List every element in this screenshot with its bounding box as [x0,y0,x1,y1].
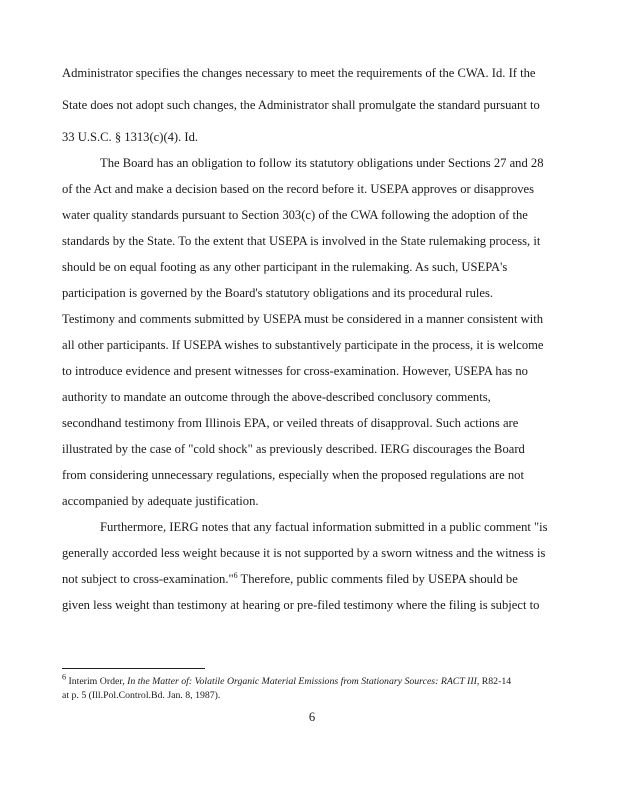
body-line-20-tail: Therefore, public comments filed by USEPA should be [237,572,518,586]
footnote-line-1 [62,672,512,688]
body-line-20-text: not subject to cross-examination." [62,572,234,586]
body-line-2: State does not adopt such changes, the Administrator shall promulgate the standard pursuant to [62,98,540,112]
page-number: 6 [308,710,316,724]
body-line-21: given less weight than testimony at hearing or pre-filed testimony where the filing is subject to [62,598,540,612]
body-line-20 [62,572,518,587]
body-line-5: of the Act and make a decision based on the record before it. USEPA approves or disapproves [62,182,535,196]
body-line-11: all other participants. If USEPA wishes to substantively participate in the process, it is welcome [62,338,544,352]
footnote-suffix: , R82-14 [476,676,512,687]
body-line-4: The Board has an obligation to follow its statutory obligations under Sections 27 and 28 [100,156,544,170]
footnote-ref: 6 [233,570,238,580]
footnote-marker: 6 [62,672,66,682]
body-line-8: should be on equal footing as any other participant in the rulemaking. As such, USEPA's [62,260,508,274]
body-line-12: to introduce evidence and present witnesses for cross-examination. However, USEPA has no [62,364,528,378]
body-line-7: standards by the State. To the extent that USEPA is involved in the State rulemaking process, it [62,234,541,248]
body-line-19: generally accorded less weight because it is not supported by a sworn witness and the witness is [62,546,546,560]
body-line-13: authority to mandate an outcome through the above-described conclusory comments, [62,390,491,404]
body-line-16: from considering unnecessary regulations, especially when the proposed regulations are not [62,468,524,482]
footnote-rule [62,668,205,669]
footnote-prefix: Interim Order, [68,676,128,687]
body-line-14: secondhand testimony from Illinois EPA, or veiled threats of disapproval. Such actions are [62,416,519,430]
body-line-3: 33 U.S.C. § 1313(c)(4). Id. [62,130,199,144]
body-line-18: Furthermore, IERG notes that any factual information submitted in a public comment "is [100,520,548,534]
footnote-case-title: In the Matter of: Volatile Organic Material Emissions from Stationary Sources: RACT III [127,676,477,687]
body-line-1: Administrator specifies the changes necessary to meet the requirements of the CWA. Id. If the [62,66,536,80]
body-line-10: Testimony and comments submitted by USEPA must be considered in a manner consistent with [62,312,544,326]
body-line-15: illustrated by the case of "cold shock" as previously described. IERG discourages the Board [62,442,525,456]
body-line-17: accompanied by adequate justification. [62,494,259,508]
body-line-9: participation is governed by the Board's statutory obligations and its procedural rules. [62,286,494,300]
footnote-line-2: at p. 5 (Ill.Pol.Control.Bd. Jan. 8, 1987). [62,690,221,701]
body-line-6: water quality standards pursuant to Section 303(c) of the CWA following the adoption of the [62,208,528,222]
